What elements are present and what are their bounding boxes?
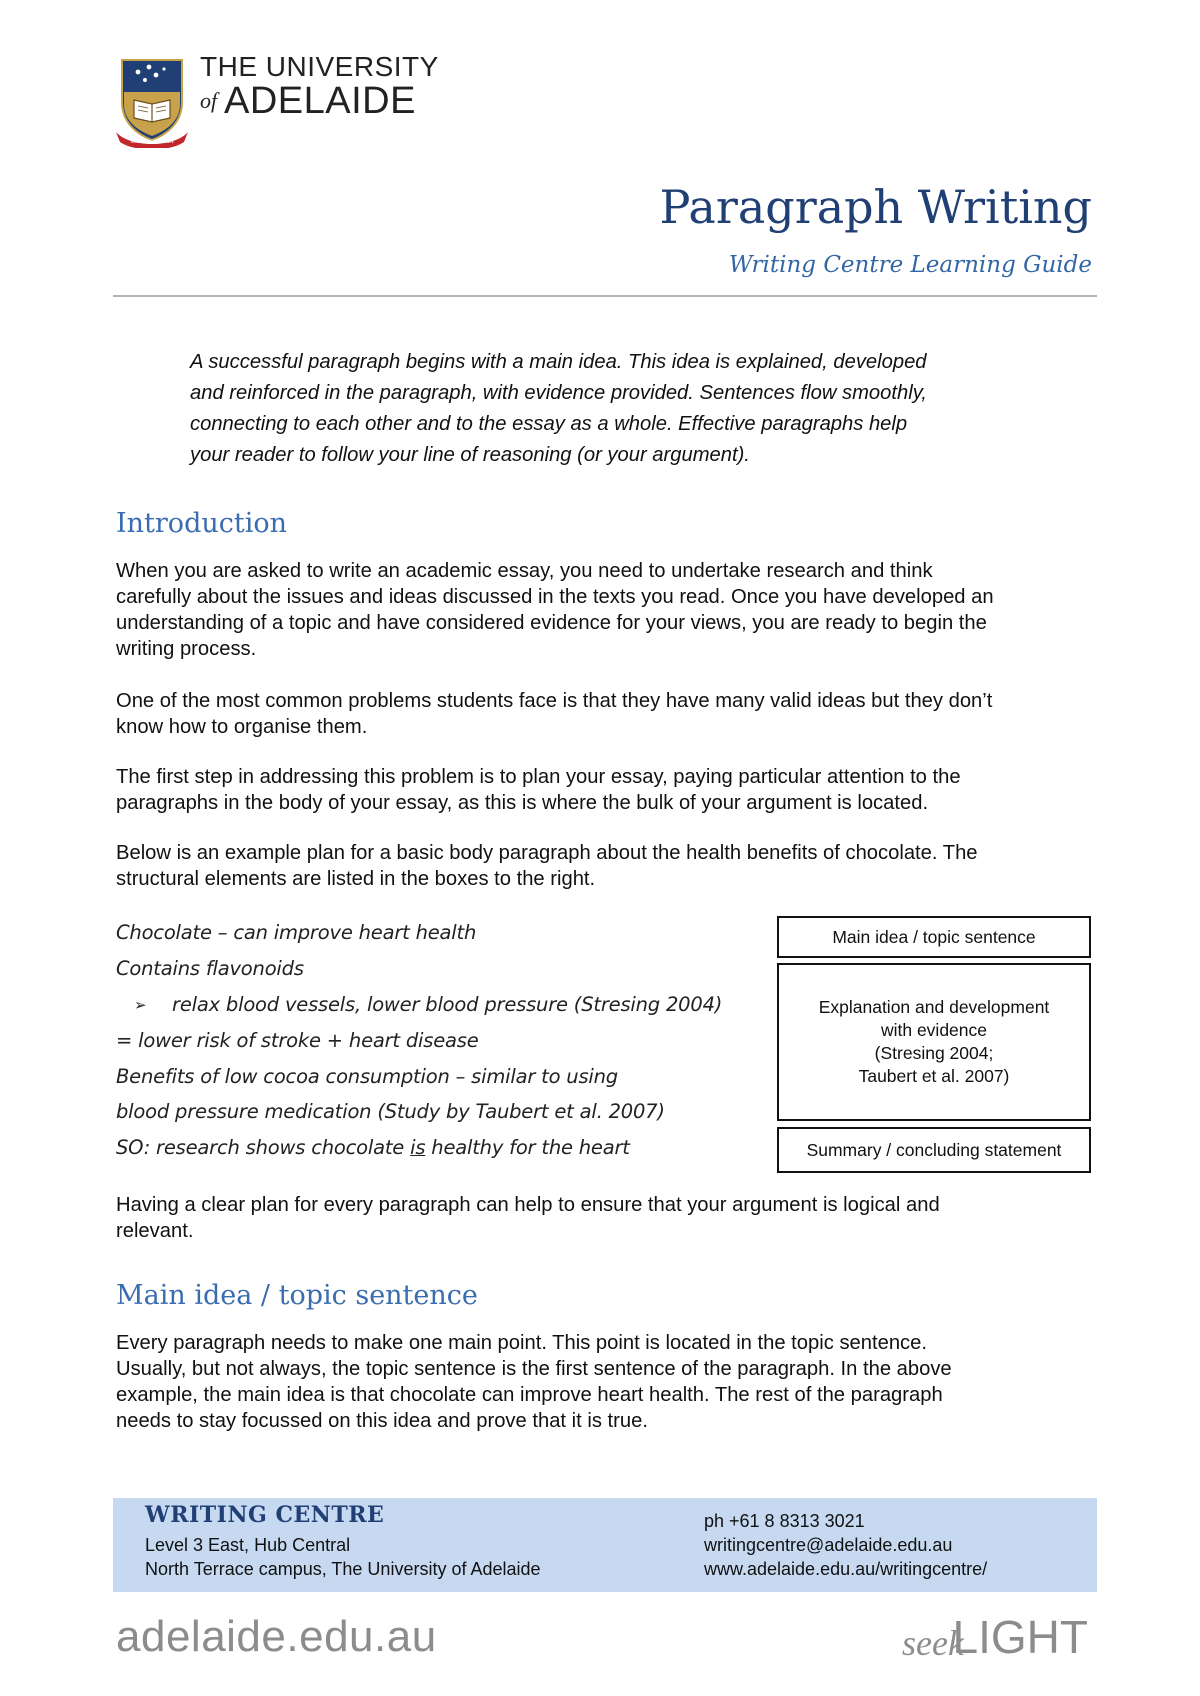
text-line: One of the most common problems students face is that they have many valid ideas but they don’t — [116, 690, 993, 712]
box-explanation-line: Explanation and development — [818, 997, 1050, 1017]
abstract-line: your reader to follow your line of reasoning (or your argument). — [190, 444, 750, 466]
box-summary-label: Summary / concluding statement — [806, 1139, 1062, 1160]
title-divider — [113, 295, 1097, 297]
abstract-line: and reinforced in the paragraph, with evidence provided. Sentences flow smoothly, — [190, 382, 927, 404]
intro-paragraph-1 — [116, 558, 1106, 662]
university-name-line2: ADELAIDE — [224, 80, 416, 122]
box-main-idea — [777, 916, 1091, 958]
intro-paragraph-2 — [116, 688, 1106, 740]
abstract-line: connecting to each other and to the essay as a whole. Effective paragraphs help — [190, 413, 908, 435]
university-crest-logo — [116, 56, 188, 148]
university-name-of: of — [200, 88, 218, 113]
text-line: needs to stay focussed on this idea and prove that it is true. — [116, 1410, 648, 1432]
text-line: know how to organise them. — [116, 716, 368, 738]
abstract-line: A successful paragraph begins with a main idea. This idea is explained, developed — [190, 351, 927, 373]
heading-main-idea: Main idea / topic sentence — [116, 1280, 478, 1311]
text-line: structural elements are listed in the boxes to the right. — [116, 868, 596, 890]
box-explanation-line: with evidence — [880, 1020, 988, 1040]
footer-address-line1: Level 3 East, Hub Central — [145, 1535, 351, 1555]
plan-conclusion-emphasis: is — [410, 1136, 426, 1159]
abstract — [190, 347, 1050, 471]
plan-line-4: = lower risk of stroke + heart disease — [116, 1029, 479, 1052]
box-explanation-line: Taubert et al. 2007) — [858, 1066, 1010, 1086]
text-line: When you are asked to write an academic essay, you need to undertake research and think — [116, 560, 933, 582]
tagline-seek: seek — [902, 1623, 964, 1663]
plan-conclusion-after: healthy for the heart — [425, 1136, 630, 1159]
text-line: relevant. — [116, 1220, 194, 1242]
footer-address-line2: North Terrace campus, The University of Adelaide — [145, 1559, 541, 1579]
text-line: Usually, but not always, the topic sentence is the first sentence of the paragraph. In the above — [116, 1358, 952, 1380]
text-line: example, the main idea is that chocolate can improve heart health. The rest of the paragraph — [116, 1384, 943, 1406]
box-explanation — [777, 963, 1091, 1121]
text-line: writing process. — [116, 638, 257, 660]
plan-conclusion-before: SO: research shows chocolate — [116, 1136, 411, 1159]
after-plan-paragraph — [116, 1192, 1106, 1244]
box-main-idea-label: Main idea / topic sentence — [832, 926, 1036, 947]
footer-domain: adelaide.edu.au — [116, 1612, 437, 1661]
text-line: paragraphs in the body of your essay, as this is where the bulk of your argument is located. — [116, 792, 929, 814]
intro-paragraph-3 — [116, 764, 1106, 816]
text-line: The first step in addressing this problem is to plan your essay, paying particular attention to the — [116, 766, 961, 788]
document-subtitle: Writing Centre Learning Guide — [728, 252, 1092, 278]
text-line: understanding of a topic and have considered evidence for your views, you are ready to begin the — [116, 612, 987, 634]
footer-website-link[interactable]: www.adelaide.edu.au/writingcentre/ — [704, 1559, 988, 1579]
footer-centre-name: WRITING CENTRE — [145, 1502, 385, 1528]
text-line: Every paragraph needs to make one main point. This point is located in the topic sentence. — [116, 1332, 927, 1354]
box-explanation-line: (Stresing 2004; — [874, 1043, 994, 1063]
text-line: Below is an example plan for a basic body paragraph about the health benefits of chocolate. The — [116, 842, 978, 864]
plan-line-6: blood pressure medication (Study by Taubert et al. 2007) — [116, 1100, 665, 1123]
text-line: carefully about the issues and ideas discussed in the texts you read. Once you have developed an — [116, 586, 994, 608]
plan-line-7 — [116, 1136, 630, 1159]
plan-line-1: Chocolate – can improve heart health — [116, 921, 477, 944]
footer-phone: ph +61 8 8313 3021 — [704, 1511, 865, 1531]
svg-text:SUB CRUCE LUMEN: SUB CRUCE LUMEN — [130, 140, 174, 145]
plan-line-5: Benefits of low cocoa consumption – similar to using — [116, 1065, 618, 1088]
arrow-bullet-icon: ➢ — [134, 996, 147, 1014]
footer-email-link[interactable]: writingcentre@adelaide.edu.au — [704, 1535, 953, 1555]
heading-introduction: Introduction — [116, 508, 287, 539]
main-idea-paragraph — [116, 1330, 1106, 1434]
university-name-line1: THE UNIVERSITY — [200, 51, 439, 82]
text-line: Having a clear plan for every paragraph can help to ensure that your argument is logical and — [116, 1194, 940, 1216]
tagline-light: LIGHT — [952, 1611, 1088, 1663]
plan-line-2: Contains flavonoids — [116, 957, 304, 980]
document-title: Paragraph Writing — [659, 180, 1092, 234]
plan-line-3: relax blood vessels, lower blood pressure (Stresing 2004) — [172, 993, 723, 1016]
intro-paragraph-4 — [116, 840, 1106, 892]
box-summary — [777, 1127, 1091, 1173]
